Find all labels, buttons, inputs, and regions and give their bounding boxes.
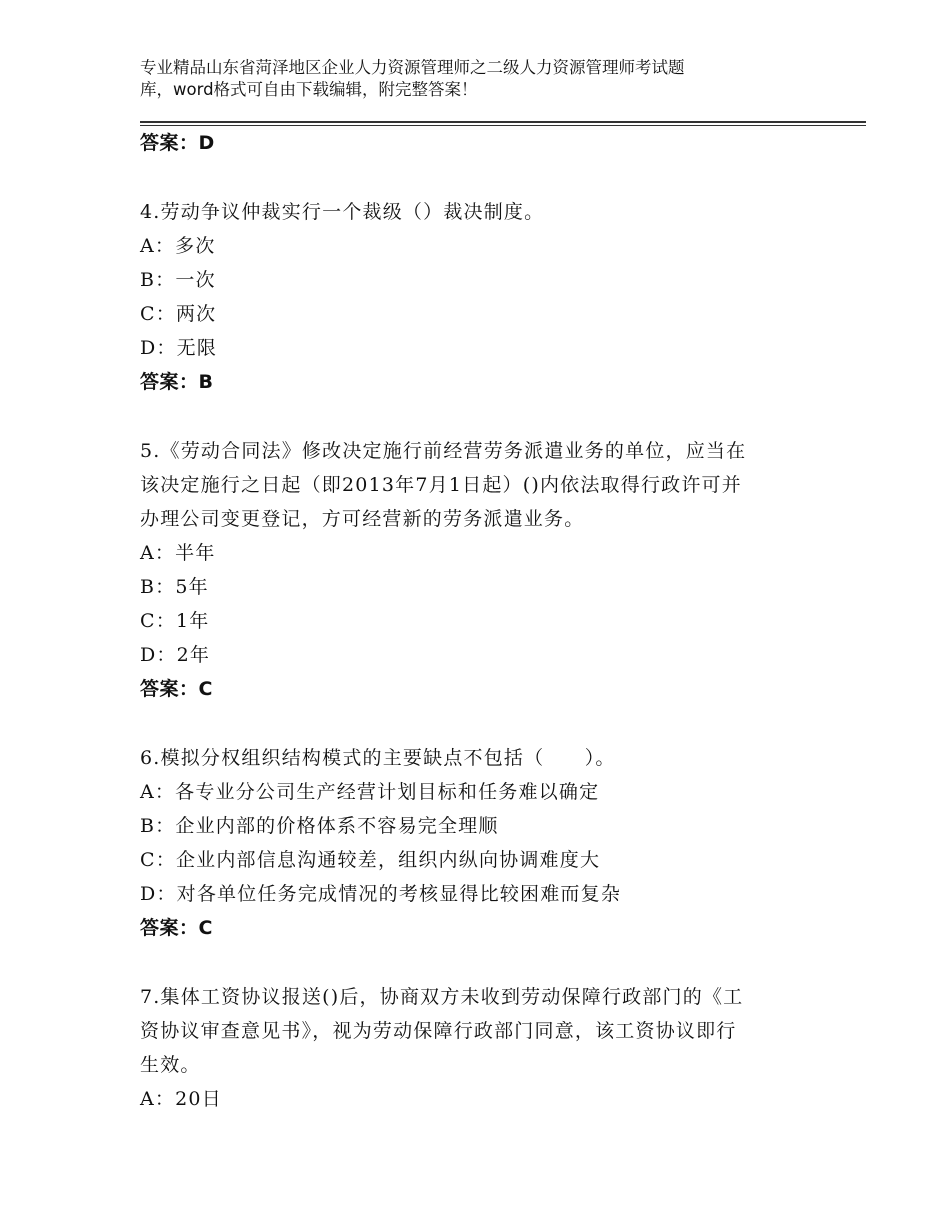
question-7-text-line-2: 资协议审查意见书》，视为劳动保障行政部门同意，该工资协议即行 [140, 1020, 737, 1042]
question-5-option-d: D：2年 [140, 644, 211, 666]
previous-answer: 答案：D [140, 132, 215, 154]
question-5-text-line-3: 办理公司变更登记，方可经营新的劳务派遣业务。 [140, 508, 585, 530]
header-divider-thin [140, 125, 866, 126]
question-7-text-line-1: 7.集体工资协议报送()后，协商双方未收到劳动保障行政部门的《工 [140, 986, 744, 1008]
question-5-option-b: B：5年 [140, 576, 209, 598]
question-6-text-line-1: 6.模拟分权组织结构模式的主要缺点不包括（ ）。 [140, 747, 616, 769]
question-6-option-d: D：对各单位任务完成情况的考核显得比较困难而复杂 [140, 883, 622, 905]
header-divider-thick [140, 121, 866, 123]
document-header [140, 57, 820, 101]
question-6-answer: 答案：C [140, 917, 213, 939]
question-4-option-d: D：无限 [140, 337, 218, 359]
question-5-option-a: A：半年 [140, 542, 216, 564]
question-4-answer: 答案：B [140, 371, 214, 393]
question-4-option-a: A：多次 [140, 235, 216, 257]
question-5-text-line-1: 5.《劳动合同法》修改决定施行前经营劳务派遣业务的单位，应当在 [140, 440, 747, 462]
question-6-option-b: B：企业内部的价格体系不容易完全理顺 [140, 815, 499, 837]
question-4-option-c: C：两次 [140, 303, 217, 325]
question-5-option-c: C：1年 [140, 610, 210, 632]
question-7-option-a: A：20日 [140, 1088, 222, 1110]
question-7-text-line-3: 生效。 [140, 1054, 201, 1076]
question-5-text-line-2: 该决定施行之日起（即2013年7月1日起）()内依法取得行政许可并 [140, 474, 742, 496]
question-5-answer: 答案：C [140, 678, 213, 700]
question-4-text-line-1: 4.劳动争议仲裁实行一个裁级（）裁决制度。 [140, 201, 545, 223]
question-6-option-a: A：各专业分公司生产经营计划目标和任务难以确定 [140, 781, 600, 803]
header-line-2: 库，word格式可自由下载编辑，附完整答案！ [140, 80, 478, 99]
question-4-option-b: B：一次 [140, 269, 216, 291]
question-6-option-c: C：企业内部信息沟通较差，组织内纵向协调难度大 [140, 849, 601, 871]
header-line-1: 专业精品山东省菏泽地区企业人力资源管理师之二级人力资源管理师考试题 [140, 58, 685, 77]
